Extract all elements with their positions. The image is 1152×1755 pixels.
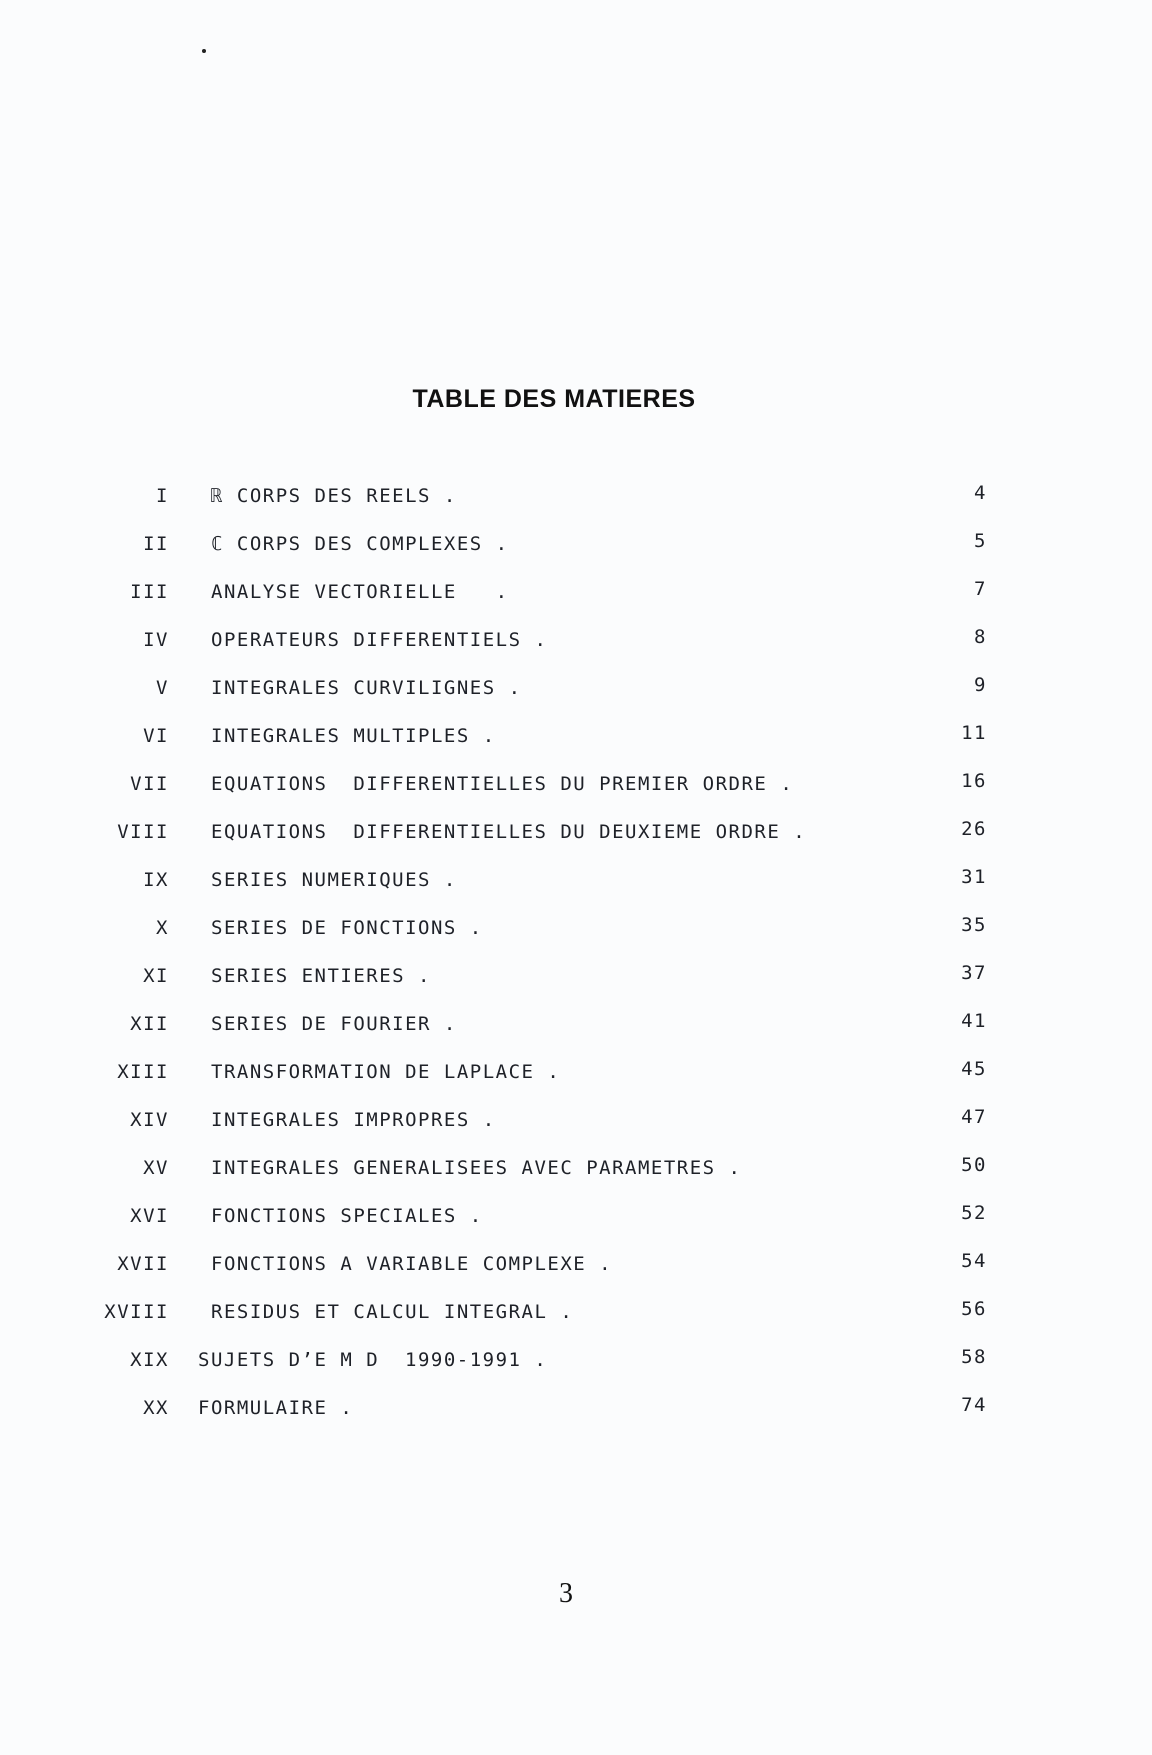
chapter-title: SERIES DE FOURIER . — [211, 1013, 457, 1035]
chapter-number: XI — [143, 965, 169, 987]
chapter-title: SERIES DE FONCTIONS . — [211, 917, 483, 939]
chapter-page: 52 — [961, 1202, 987, 1224]
chapter-page: 16 — [961, 770, 987, 792]
toc-entry — [0, 1250, 1152, 1283]
chapter-title: RESIDUS ET CALCUL INTEGRAL . — [211, 1301, 574, 1323]
toc-entry — [0, 626, 1152, 659]
chapter-number: VIII — [117, 821, 169, 843]
chapter-number: XX — [143, 1397, 169, 1419]
page-number: 3 — [559, 1578, 573, 1609]
chapter-page: 7 — [974, 578, 987, 600]
chapter-number: III — [130, 581, 169, 603]
chapter-number: VI — [143, 725, 169, 747]
chapter-title: EQUATIONS DIFFERENTIELLES DU PREMIER ORDRE . — [211, 773, 794, 795]
chapter-page: 37 — [961, 962, 987, 984]
chapter-page: 54 — [961, 1250, 987, 1272]
chapter-number: II — [143, 533, 169, 555]
toc-entry — [0, 1010, 1152, 1043]
toc-entry — [0, 1058, 1152, 1091]
toc-entry — [0, 1202, 1152, 1235]
toc-entry — [0, 1154, 1152, 1187]
chapter-number: IX — [143, 869, 169, 891]
chapter-page: 56 — [961, 1298, 987, 1320]
toc-entry — [0, 482, 1152, 515]
ink-speck — [202, 49, 206, 53]
toc-entry — [0, 1298, 1152, 1331]
chapter-page: 35 — [961, 914, 987, 936]
chapter-number: VII — [130, 773, 169, 795]
chapter-title: ℝ CORPS DES REELS . — [211, 485, 457, 507]
chapter-number: XIV — [130, 1109, 169, 1131]
toc-entry — [0, 674, 1152, 707]
chapter-number: I — [156, 485, 169, 507]
chapter-number: XV — [143, 1157, 169, 1179]
chapter-page: 58 — [961, 1346, 987, 1368]
toc-entry — [0, 818, 1152, 851]
chapter-number: XII — [130, 1013, 169, 1035]
toc-entry — [0, 1394, 1152, 1427]
toc-entry — [0, 770, 1152, 803]
toc-entry — [0, 1346, 1152, 1379]
chapter-page: 9 — [974, 674, 987, 696]
chapter-title: EQUATIONS DIFFERENTIELLES DU DEUXIEME ORDRE . — [211, 821, 807, 843]
chapter-number: XVII — [117, 1253, 169, 1275]
chapter-title: FORMULAIRE . — [198, 1397, 354, 1419]
chapter-page: 4 — [974, 482, 987, 504]
toc-entry — [0, 866, 1152, 899]
chapter-number: X — [156, 917, 169, 939]
chapter-number: V — [156, 677, 169, 699]
chapter-title: TRANSFORMATION DE LAPLACE . — [211, 1061, 561, 1083]
chapter-number: XIII — [117, 1061, 169, 1083]
chapter-number: XVI — [130, 1205, 169, 1227]
chapter-page: 47 — [961, 1106, 987, 1128]
chapter-title: INTEGRALES MULTIPLES . — [211, 725, 496, 747]
chapter-title: INTEGRALES GENERALISEES AVEC PARAMETRES . — [211, 1157, 742, 1179]
chapter-title: SUJETS D’E M D 1990-1991 . — [198, 1349, 548, 1371]
toc-entry — [0, 914, 1152, 947]
chapter-title: INTEGRALES IMPROPRES . — [211, 1109, 496, 1131]
chapter-number: XVIII — [104, 1301, 169, 1323]
chapter-title: ℂ CORPS DES COMPLEXES . — [211, 533, 509, 555]
chapter-title: INTEGRALES CURVILIGNES . — [211, 677, 522, 699]
toc-entry — [0, 1106, 1152, 1139]
chapter-title: FONCTIONS SPECIALES . — [211, 1205, 483, 1227]
chapter-number: XIX — [130, 1349, 169, 1371]
chapter-title: FONCTIONS A VARIABLE COMPLEXE . — [211, 1253, 613, 1275]
chapter-title: OPERATEURS DIFFERENTIELS . — [211, 629, 548, 651]
chapter-title: SERIES NUMERIQUES . — [211, 869, 457, 891]
chapter-page: 45 — [961, 1058, 987, 1080]
chapter-page: 31 — [961, 866, 987, 888]
chapter-page: 41 — [961, 1010, 987, 1032]
toc-entry — [0, 578, 1152, 611]
toc-entry — [0, 722, 1152, 755]
chapter-page: 50 — [961, 1154, 987, 1176]
chapter-page: 26 — [961, 818, 987, 840]
chapter-title: SERIES ENTIERES . — [211, 965, 431, 987]
chapter-title: ANALYSE VECTORIELLE . — [211, 581, 509, 603]
chapter-page: 74 — [961, 1394, 987, 1416]
page-title: TABLE DES MATIERES — [412, 385, 696, 413]
chapter-page: 8 — [974, 626, 987, 648]
toc-entry — [0, 530, 1152, 563]
toc-entry — [0, 962, 1152, 995]
chapter-page: 11 — [961, 722, 987, 744]
chapter-number: IV — [143, 629, 169, 651]
chapter-page: 5 — [974, 530, 987, 552]
